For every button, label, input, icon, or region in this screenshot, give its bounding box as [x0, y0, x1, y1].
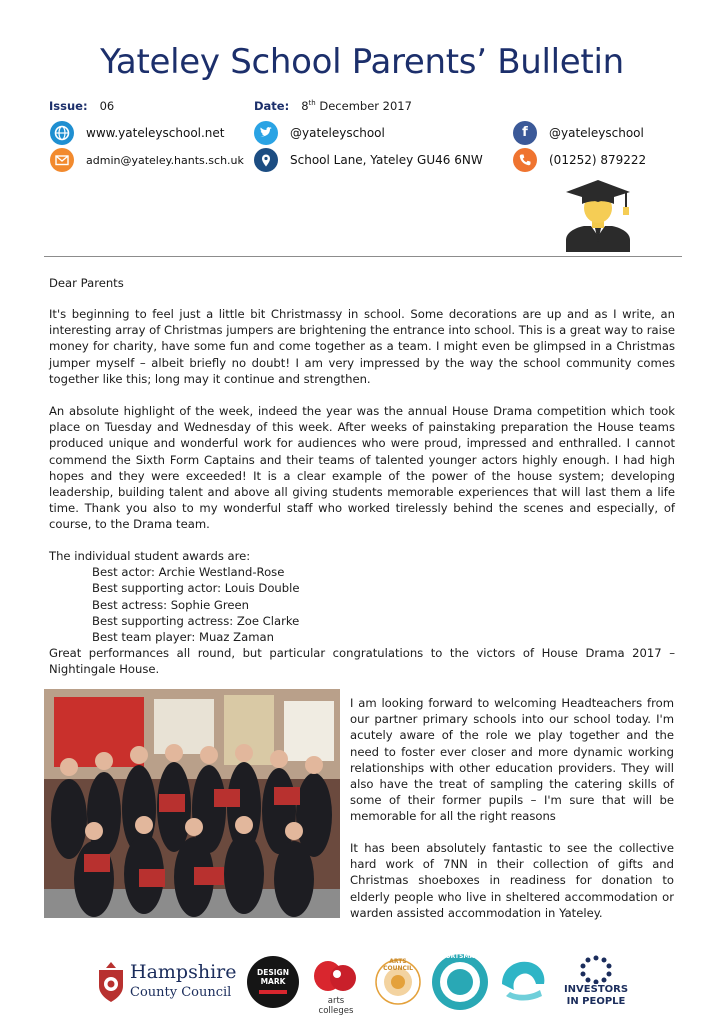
phone-icon	[513, 148, 537, 172]
phone-contact[interactable]	[513, 148, 646, 172]
date-label: Date:	[254, 99, 290, 113]
facebook-icon: f	[513, 121, 537, 145]
website-contact[interactable]	[50, 121, 225, 145]
award-item: Best supporting actor: Louis Double	[92, 581, 300, 596]
greeting: Dear Parents	[49, 276, 124, 290]
hampshire-wordmark: Hampshire	[130, 961, 237, 983]
county-council-wordmark: County Council	[130, 985, 232, 1000]
award-item: Best supporting actress: Zoe Clarke	[92, 613, 300, 628]
date-suffix: th	[308, 99, 316, 108]
email-link[interactable]: admin@yateley.hants.sch.uk	[86, 153, 244, 167]
issue-label: Issue:	[49, 99, 88, 113]
awards-list	[49, 548, 299, 645]
school-address: School Lane, Yateley GU46 6NW	[290, 153, 483, 167]
award-item: Best actress: Sophie Green	[92, 597, 250, 612]
paragraph-shoeboxes: It has been absolutely fantastic to see the collective hard work of 7NN in their collection of gifts and Christmas shoeboxes in readiness for donation to elderly people who live in sheltered accommodation or warden assisted accommodation in Yateley.	[350, 841, 674, 920]
paragraph-house-drama: An absolute highlight of the week, indeed the year was the annual House Drama competition which took place on Tuesday and Wednesday of this week. After weeks of painstaking preparation the House teams produced unique and wonderful work for audiences who were proud, impressed and enthralled. I cannot commend the Sixth Form Captains and their teams of talented younger actors highly enough. I had high hopes and they were exceeded! It is a clear example of the power of the house system; developing leadership, building talent and above all giving students memorable experiences that will last them a life time. Thank you also to my wonderful staff who worked tirelessly behind the scenes and especially, of course, to the Drama team.	[49, 404, 675, 532]
awards-intro: The individual student awards are:	[49, 549, 251, 563]
graduate-icon	[560, 178, 636, 252]
paragraph-headteachers: I am looking forward to welcoming Headteachers from our partner primary schools into our school today. I'm acutely aware of the role we play together and the need to foster ever closer and more dynamic working relationships with other education providers. They will also have the treat of sampling the catering skills of some of their former pupils – I'm sure that will be memorable for all the right reasons	[350, 696, 674, 824]
phone-number[interactable]: (01252) 879222	[549, 153, 647, 167]
sportsmark-logo	[432, 954, 488, 1010]
date-line	[254, 99, 412, 113]
address-contact	[254, 148, 483, 172]
arts-colleges-text: arts colleges	[318, 996, 354, 1016]
paragraph-christmas: It's beginning to feel just a little bit Christmassy in school. Some decorations are up and as I write, an interesting array of Christmas jumpers are brightening the entrance into school. This is a great way to raise money for charity, have some fun and come together as a team. I might even be glimpsed in a Christmas jumper myself – albeit briefly no doubt! I am very impressed by the way the school community comes together like this; long may it continue and strengthen.	[49, 307, 675, 386]
investors-line2: IN PEOPLE	[566, 996, 626, 1007]
facebook-handle[interactable]: @yateleyschool	[549, 126, 644, 140]
header-divider	[44, 256, 682, 257]
issue-value: 06	[99, 99, 115, 113]
facebook-contact[interactable]	[513, 121, 644, 145]
date-day: 8	[301, 99, 309, 113]
investors-in-people-logo	[560, 954, 632, 1012]
location-pin-icon	[254, 148, 278, 172]
website-link[interactable]: www.yateleyschool.net	[86, 126, 225, 140]
twitter-handle[interactable]: @yateleyschool	[290, 126, 385, 140]
bulletin-title: Yateley School Parents’ Bulletin	[100, 42, 624, 82]
date-rest: December 2017	[315, 99, 412, 113]
envelope-icon	[50, 148, 74, 172]
arts-council-text: ARTS COUNCIL	[383, 958, 413, 972]
accreditation-logos	[0, 952, 724, 1016]
globe-icon	[50, 121, 74, 145]
issue-line	[49, 99, 114, 113]
sportsmark-text: SPORTSMARK	[436, 953, 484, 960]
arts-council-logo	[374, 956, 422, 1008]
email-contact[interactable]	[50, 148, 244, 172]
arts-colleges-logo	[310, 958, 362, 1016]
paragraph-congratulations: Great performances all round, but particular congratulations to the victors of House Drama 2017 – Nightingale House.	[49, 646, 675, 677]
design-mark-logo	[247, 956, 299, 1008]
investors-in-careers-logo	[498, 956, 548, 1008]
award-item: Best team player: Muaz Zaman	[92, 630, 274, 645]
hampshire-county-council-logo	[96, 960, 236, 1004]
investors-line1: INVESTORS	[563, 984, 629, 995]
twitter-icon	[254, 121, 278, 145]
students-photo	[44, 689, 340, 918]
design-mark-text: DESIGN MARK	[257, 968, 289, 986]
award-item: Best actor: Archie Westland-Rose	[92, 565, 285, 580]
twitter-contact[interactable]	[254, 121, 385, 145]
